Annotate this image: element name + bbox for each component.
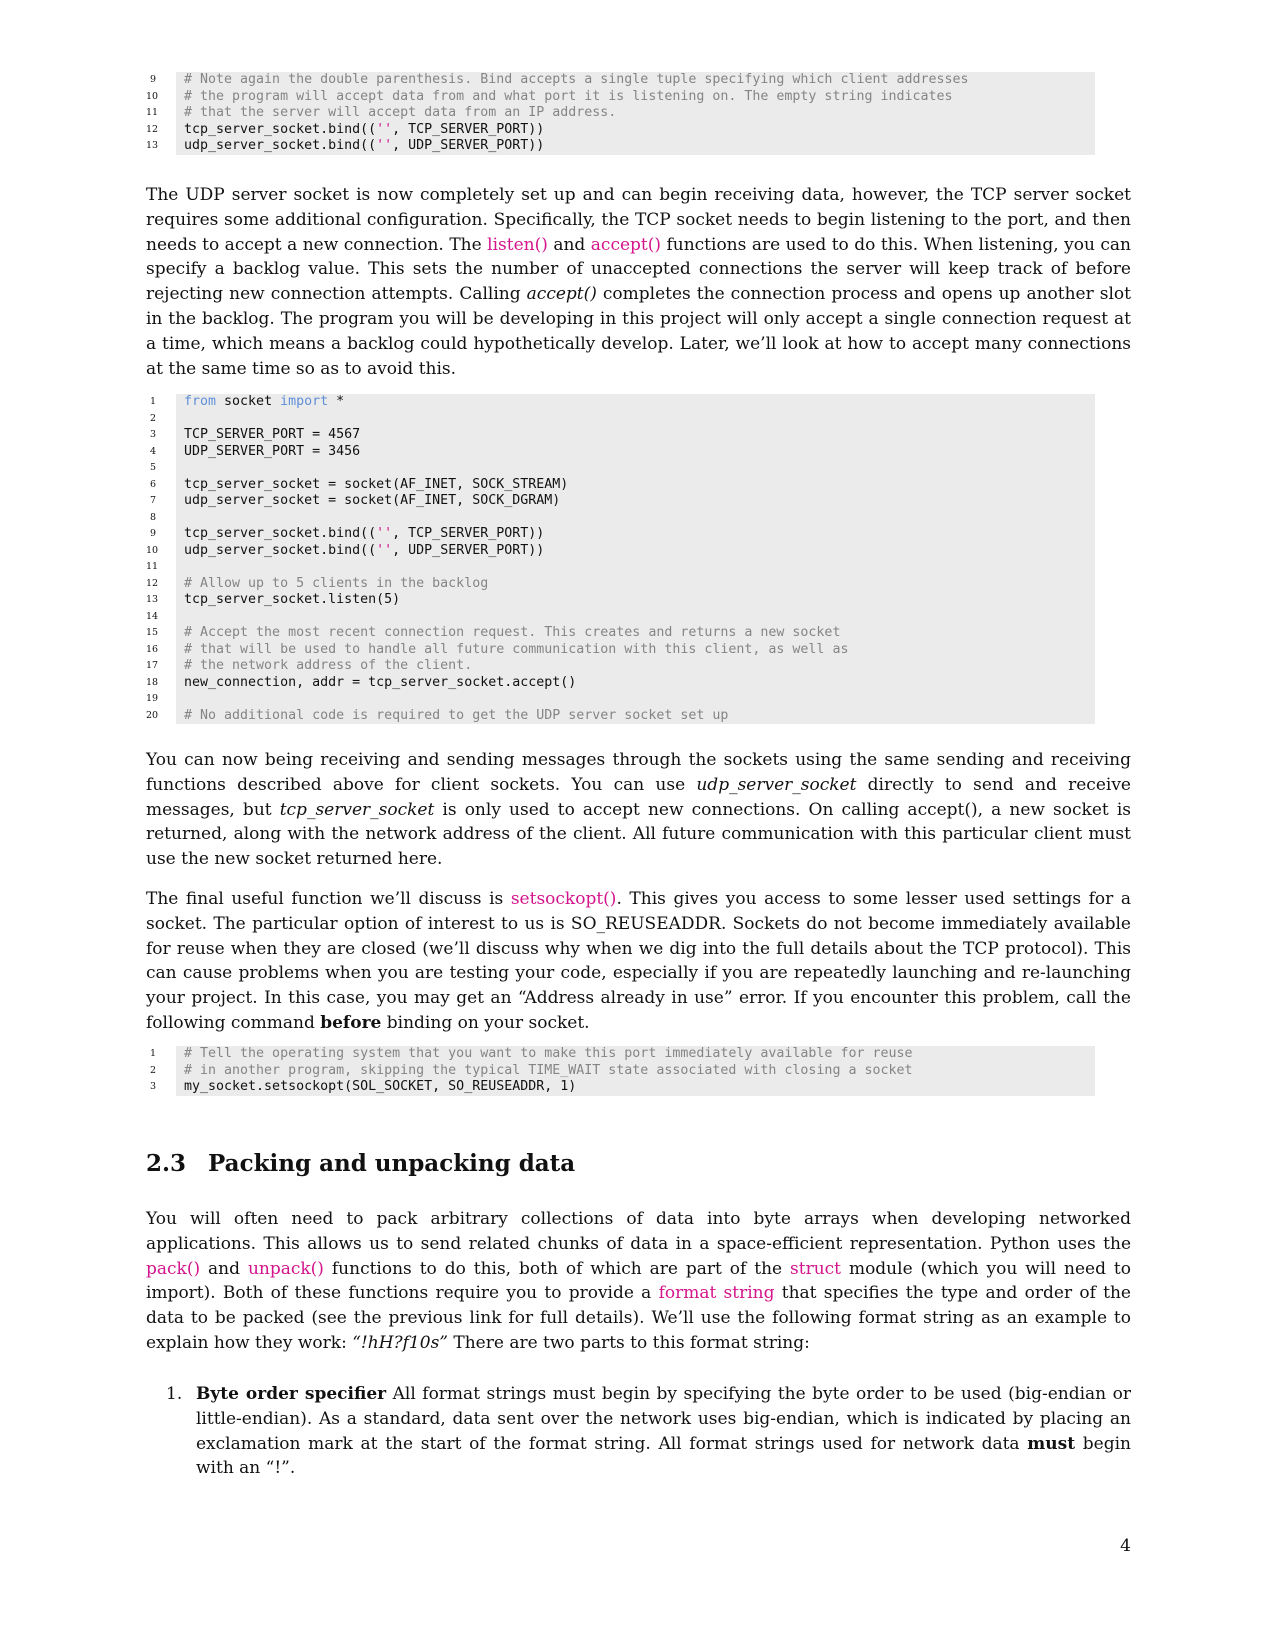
code-comment: # Accept the most recent connection request. This creates and returns a new socket <box>176 625 1095 642</box>
paragraph-tcp-listen: The UDP server socket is now completely set up and can begin receiving data, however, the TCP server socket requires some additional configuration. Specifically, the TCP socket needs to begin listening to the port, and then needs to accept a new connection. The listen() and accept() functions are used to do this. When listening, you can specify a backlog value. This sets the number of unaccepted connections the server will keep track of before rejecting new connection attempts. Calling accept() completes the connection process and opens up another slot in the backlog. The program you will be developing in this project will only accept a single connection request at a time, which means a backlog could hypothetically develop. Later, we’ll look at how to accept many connections at the same time so as to avoid this. <box>146 185 1132 379</box>
code-text: from socket import * <box>176 394 1095 411</box>
code-comment: # Tell the operating system that you want to make this port immediately available for reuse <box>176 1046 1095 1063</box>
code-text <box>176 460 1095 477</box>
line-number: 13 <box>146 140 159 151</box>
code-line: 14 <box>146 609 1131 626</box>
link-unpack[interactable]: unpack() <box>247 1258 324 1279</box>
code-line: 6 tcp_server_socket = socket(AF_INET, SOCK_STREAM) <box>146 477 1131 494</box>
code-line <box>146 394 1131 411</box>
code-line <box>146 138 1131 155</box>
code-text <box>176 559 1095 576</box>
code-text: tcp_server_socket = socket(AF_INET, SOCK_STREAM) <box>176 477 1095 494</box>
code-text: tcp_server_socket.bind(('', TCP_SERVER_PORT)) <box>176 526 1095 543</box>
document-page: 9 # Note again the double parenthesis. Bind accepts a single tuple specifying which client addresses 10 # the program will accept data from and what port it is listening on. The empty string indicates 11 # that the server will accept data from an IP address. 12 tcp_server_socket.bind(('', TCP_SERVER_PORT)) 13 udp_server_socket.bind(('', UDP_SERVER_PORT)) The UDP server socket is now completely set up and can begin receiving data, however, the TCP server socket requires some additional configuration. Specifically, the TCP socket needs to begin listening to the port, and then needs to accept a new connection. The listen() and accept() functions are used to do this. When listening, you can specify a backlog value. This sets the number of unaccepted connections the server will keep track of before rejecting new connection attempts. Calling accept() completes the connection process and opens up another slot in the backlog. The program you will be developing in this project will only accept a single connection request at a time, which means a backlog could hypothetically develop. Later, we’ll look at how to accept many connections at the same time so as to avoid this. 1 from socket import * 2 3 TCP_SERVER_PORT = 4567 4 UDP_SERVER_PORT = 3456 5 6 tcp_server_socket = socket(AF_INET, SOCK_STREAM) 7 udp_server_socket = socket(AF_INET, SOCK_DGRAM) 8 9 tcp_server_socket.bind(('', TCP_SERVER_PORT)) 10 udp_server_socket.bind(('', UDP_SERVER_PORT)) 11 12 # Allow up to 5 clients in the backlog 13 tcp_server_socket.listen(5) 14 15 # Accept the most recent connection request. This creates and returns a new socket 16 # that will be used to handle all future communication with this client, as well as 17 # the network address of the client. 18 new_connection, addr = tcp_server_socket.accept() 19 20 # No additional code is required to get the UDP server socket set up You can now being receiving and sending messages through the sockets using the same sending and receiving functions described above for client sockets. You can use udp_server_socket directly to send and receive messages, but tcp_server_socket is only used to accept new connections. On calling accept(), a new socket is returned, along with the network address of the client. All future communication with this particular client must use the new socket returned here. The final useful function we’ll discuss is setsockopt(). This gives you access to some lesser used settings for a socket. The particular option of interest to us is SO_REUSEADDR. Sockets do not become immediately available for reuse when they are closed (we’ll discuss why when we dig into the full details about the TCP protocol). This can cause problems when you are testing your code, especially if you are repeatedly launching and re-launching your project. In this case, you may get an “Address already in use” error. If you encounter this problem, call the following command before binding on your socket. 1 # Tell the operating system that you want to make this port immediately available for reuse 2 # in another program, skipping the typical TIME_WAIT state associated with closing a socket 3 my_socket.setsockopt(SOL_SOCKET, SO_REUSEADDR, 1) 2.3 Packing and unpacking data You will often need to pack arbitrary collections of data into byte arrays when developing networked applications. This allows us to send related chunks of data in a space-efficient representation. Python uses the pack() and unpack() functions to do this, both of which are part of the struct module (which you will need to import). Both of these functions require you to provide a format string that specifies the type and order of the data to be packed (see the previous link for full details). We’ll use the following format string as an example to explain how they work: “!hH?f10s” There are two parts to this format string: 1. Byte order specifier All format strings must begin by specifying the byte order to be used (big-endian or little-endian). As a standard, data sent over the network uses big-endian, which is indicated by placing an exclamation mark at the start of the format string. All format strings used for network data must begin with an “!”. 4 <box>146 72 1132 1556</box>
code-line <box>146 105 1131 122</box>
code-text <box>176 609 1095 626</box>
code-line: 2 # in another program, skipping the typical TIME_WAIT state associated with closing a socket <box>146 1063 1131 1080</box>
code-block-server-setup <box>146 394 1131 724</box>
code-line <box>146 122 1131 139</box>
paragraph-packing: You will often need to pack arbitrary collections of data into byte arrays when developing networked applications. This allows us to send related chunks of data in a space-efficient representation. Python uses the pack() and unpack() functions to do this, both of which are part of the struct module (which you will need to import). Both of these functions require you to provide a format string that specifies the type and order of the data to be packed (see the previous link for full details). We’ll use the following format string as an example to explain how they work: “!hH?f10s” There are two parts to this format string: <box>146 1209 1131 1353</box>
code-text <box>176 411 1095 428</box>
code-text <box>176 691 1095 708</box>
code-line: 20 # No additional code is required to get the UDP server socket set up <box>146 708 1131 725</box>
code-comment: # the network address of the client. <box>176 658 1095 675</box>
code-line <box>146 72 1131 89</box>
link-pack[interactable]: pack() <box>146 1258 201 1279</box>
line-number: 1 <box>149 396 156 407</box>
code-block-setsockopt <box>146 1046 1131 1096</box>
code-line: 19 <box>146 691 1131 708</box>
link-accept[interactable]: accept() <box>590 234 661 255</box>
code-comment: # that the server will accept data from an IP address. <box>176 105 1095 122</box>
code-text: udp_server_socket.bind(('', UDP_SERVER_PORT)) <box>176 138 1095 155</box>
page-number: 4 <box>1120 1536 1131 1556</box>
code-line: 15 # Accept the most recent connection request. This creates and returns a new socket <box>146 625 1131 642</box>
link-setsockopt[interactable]: setsockopt() <box>510 889 617 909</box>
code-text: my_socket.setsockopt(SOL_SOCKET, SO_REUSEADDR, 1) <box>176 1079 1095 1096</box>
code-line: 2 <box>146 411 1131 428</box>
section-title: Packing and unpacking data <box>208 1150 576 1177</box>
paragraph-sending-receiving: You can now being receiving and sending messages through the sockets using the same sending and receiving functions described above for client sockets. You can use udp_server_socket directly to send and receive messages, but tcp_server_socket is only used to accept new connections. On calling accept(), a new socket is returned, along with the network address of the client. All future communication with this particular client must use the new socket returned here. <box>146 750 1131 870</box>
paragraph-setsockopt: The final useful function we’ll discuss is setsockopt(). This gives you access to some lesser used settings for a socket. The particular option of interest to us is SO_REUSEADDR. Sockets do not become immediately available for reuse when they are closed (we’ll discuss why when we dig into the full details about the TCP protocol). This can cause problems when you are testing your code, especially if you are repeatedly launching and re-launching your project. In this case, you may get an “Address already in use” error. If you encounter this problem, call the following command before binding on your socket. <box>146 889 1131 1033</box>
section-heading <box>146 1149 575 1179</box>
code-comment: # Note again the double parenthesis. Bind accepts a single tuple specifying which client addresses <box>176 72 1095 89</box>
code-text: udp_server_socket.bind(('', UDP_SERVER_PORT)) <box>176 543 1095 560</box>
code-comment: # that will be used to handle all future communication with this client, as well as <box>176 642 1095 659</box>
code-text: udp_server_socket = socket(AF_INET, SOCK_DGRAM) <box>176 493 1095 510</box>
list-marker: 1. <box>166 1384 183 1404</box>
code-text: UDP_SERVER_PORT = 3456 <box>176 444 1095 461</box>
line-number: 12 <box>146 123 159 135</box>
link-listen[interactable]: listen() <box>487 234 548 255</box>
code-line: 9 tcp_server_socket.bind(('', TCP_SERVER_PORT)) <box>146 526 1131 543</box>
code-comment: # in another program, skipping the typical TIME_WAIT state associated with closing a socket <box>176 1063 1095 1080</box>
link-format-string[interactable]: format string <box>658 1283 775 1304</box>
code-comment: # No additional code is required to get the UDP server socket set up <box>176 708 1095 725</box>
code-line: 8 <box>146 510 1131 527</box>
code-line: 1 # Tell the operating system that you want to make this port immediately available for reuse <box>146 1046 1131 1063</box>
code-text: new_connection, addr = tcp_server_socket.accept() <box>176 675 1095 692</box>
code-line: 3 TCP_SERVER_PORT = 4567 <box>146 427 1131 444</box>
code-text: TCP_SERVER_PORT = 4567 <box>176 427 1095 444</box>
code-comment: # the program will accept data from and what port it is listening on. The empty string indicates <box>176 89 1095 106</box>
code-line: 4 UDP_SERVER_PORT = 3456 <box>146 444 1131 461</box>
line-number: 9 <box>149 74 156 85</box>
code-line: 11 <box>146 559 1131 576</box>
code-line: 7 udp_server_socket = socket(AF_INET, SOCK_DGRAM) <box>146 493 1131 510</box>
code-line: 17 # the network address of the client. <box>146 658 1131 675</box>
link-struct[interactable]: struct <box>790 1258 842 1279</box>
code-line: 12 # Allow up to 5 clients in the backlog <box>146 576 1131 593</box>
code-line <box>146 89 1131 106</box>
code-text: tcp_server_socket.bind(('', TCP_SERVER_PORT)) <box>176 122 1095 139</box>
code-line: 3 my_socket.setsockopt(SOL_SOCKET, SO_REUSEADDR, 1) <box>146 1079 1131 1096</box>
code-line: 16 # that will be used to handle all future communication with this client, as well as <box>146 642 1131 659</box>
code-comment: # Allow up to 5 clients in the backlog <box>176 576 1095 593</box>
code-block-bind-comments <box>146 72 1131 155</box>
section-number: 2.3 <box>146 1150 187 1177</box>
code-line: 10 udp_server_socket.bind(('', UDP_SERVER_PORT)) <box>146 543 1131 560</box>
code-line: 5 <box>146 460 1131 477</box>
code-line: 18 new_connection, addr = tcp_server_socket.accept() <box>146 675 1131 692</box>
line-number: 11 <box>146 107 159 118</box>
code-line: 13 tcp_server_socket.listen(5) <box>146 592 1131 609</box>
code-text: tcp_server_socket.listen(5) <box>176 592 1095 609</box>
code-text <box>176 510 1095 527</box>
line-number: 10 <box>146 90 159 102</box>
